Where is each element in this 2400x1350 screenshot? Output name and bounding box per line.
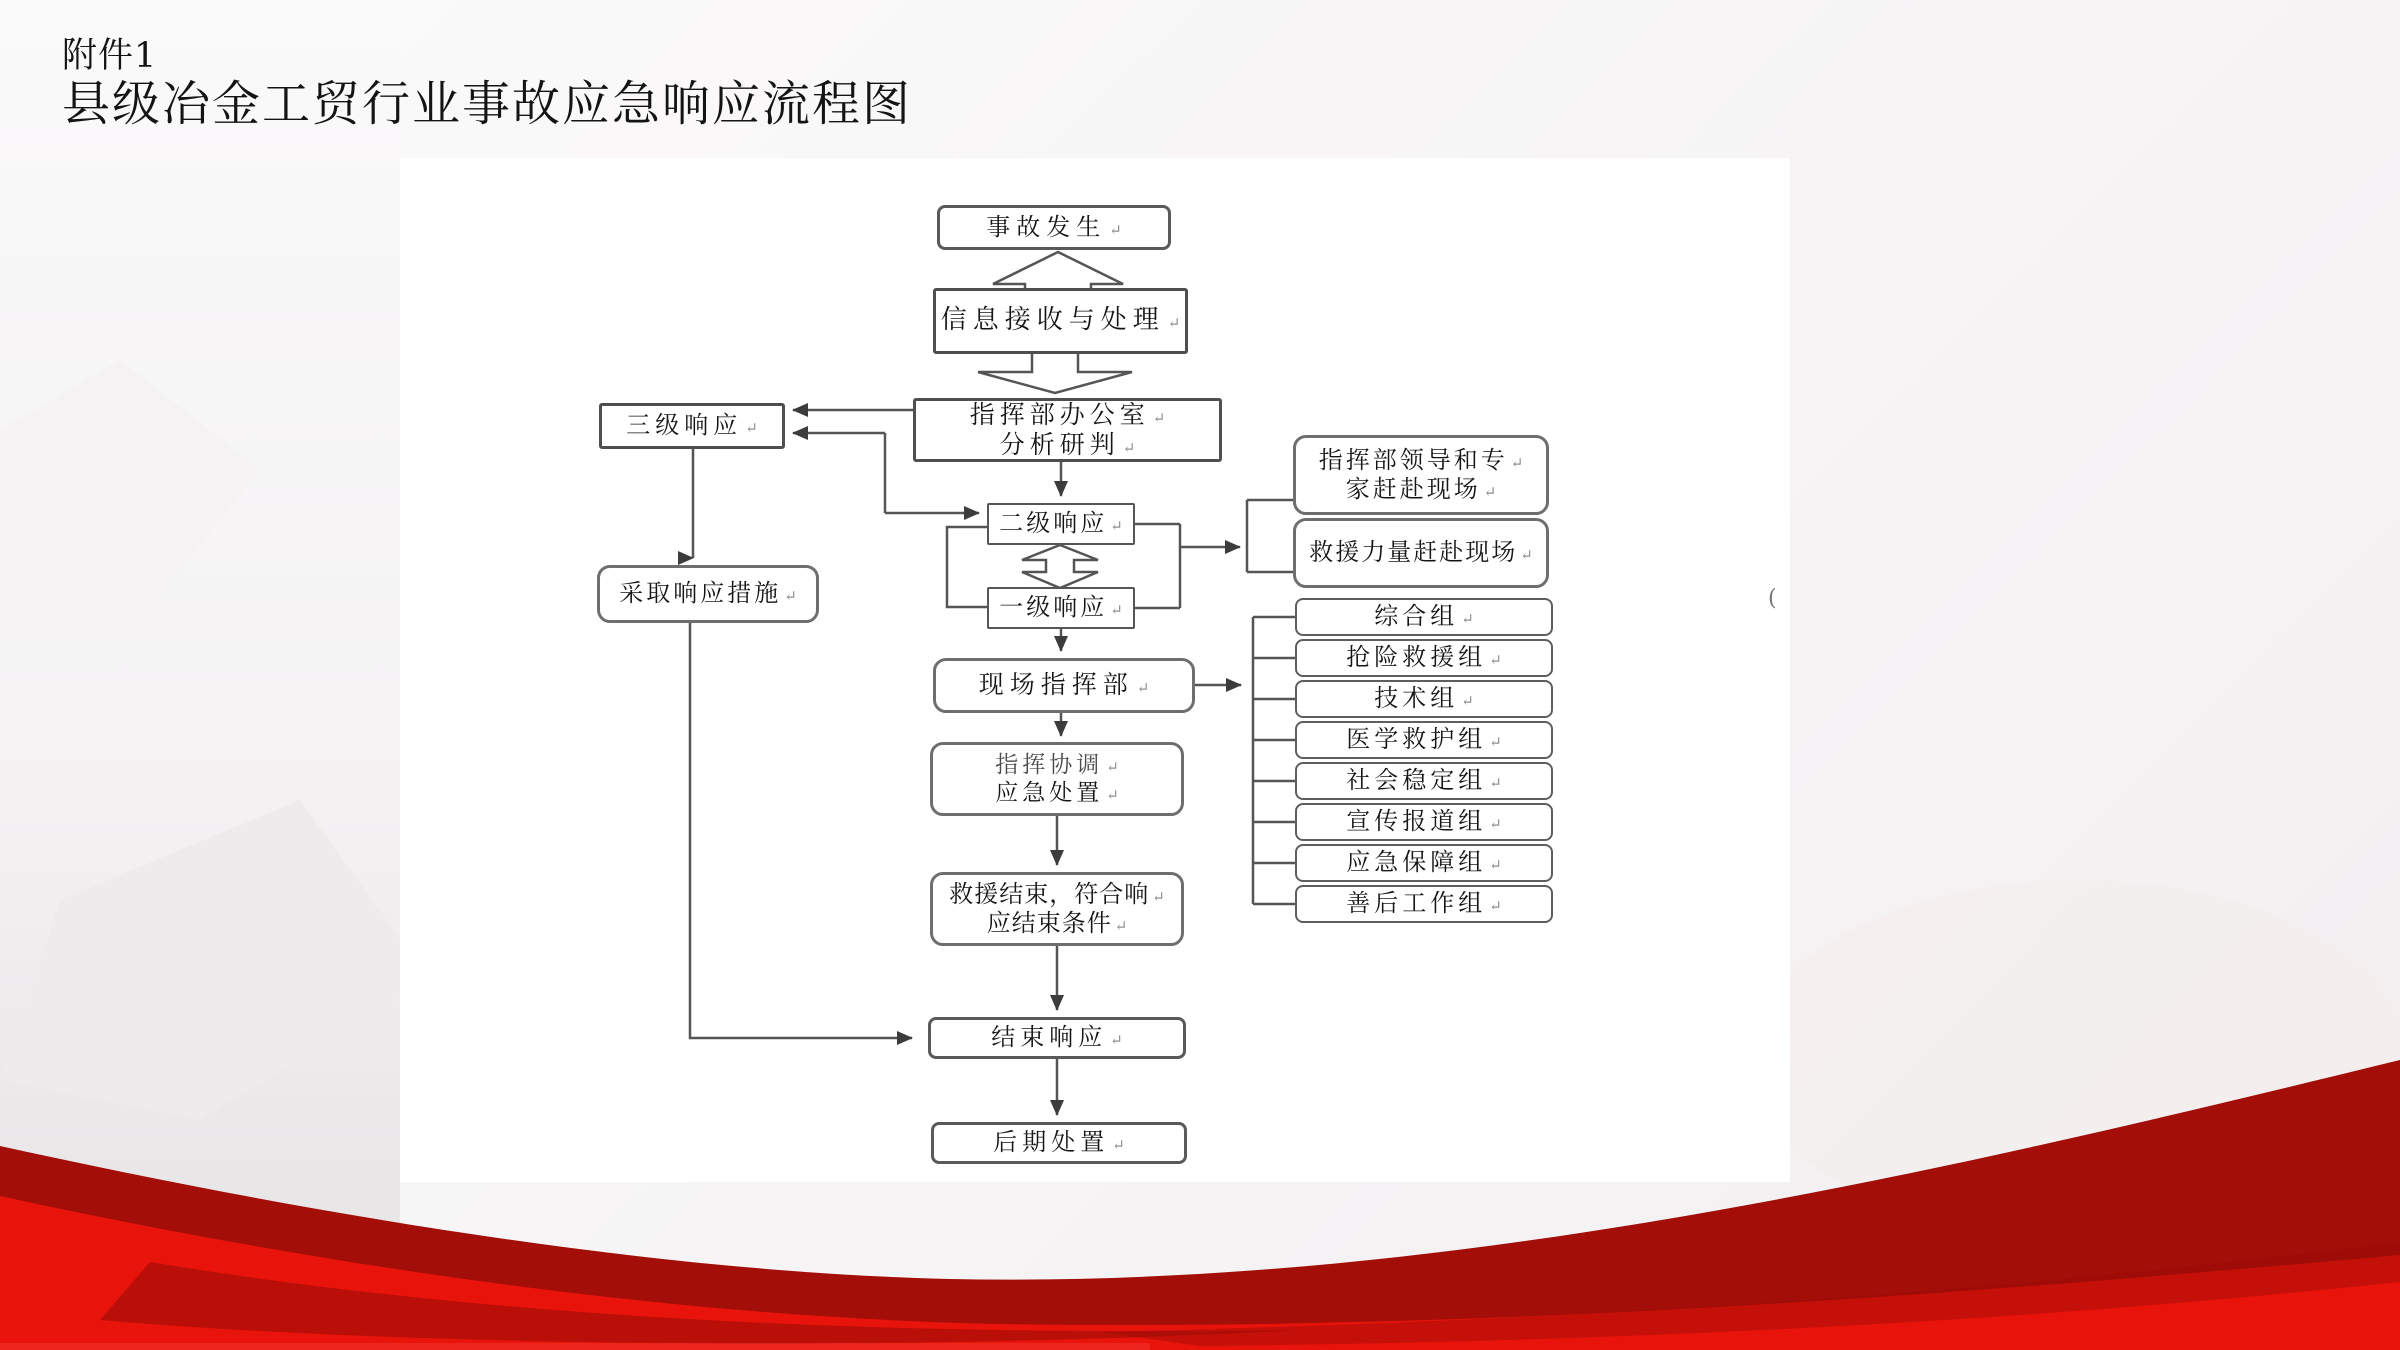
bracket-groups (1253, 617, 1295, 904)
return-mark: ↵ (1110, 517, 1123, 536)
node-rescue-force-label: 救援力量赶赴现场 (1309, 538, 1518, 567)
group-label: 宣传报道组 (1346, 807, 1487, 836)
node-group-medical (1295, 721, 1553, 759)
node-leaders (1293, 435, 1549, 515)
node-group-emergency-rescue (1295, 639, 1553, 677)
group-label: 应急保障组 (1346, 848, 1487, 877)
return-mark: ↵ (1489, 815, 1502, 834)
return-mark: ↵ (1167, 314, 1181, 333)
node-rescue-force (1293, 518, 1549, 588)
node-office (913, 398, 1222, 462)
node-level3 (599, 403, 785, 449)
return-mark: ↵ (1152, 408, 1166, 427)
block-arrow-down-icon (978, 351, 1132, 393)
page-title: 县级冶金工贸行业事故应急响应流程图 (62, 76, 913, 133)
node-end-response-label: 结束响应 (991, 1023, 1108, 1052)
node-coordination-line2: 应急处置 (995, 780, 1104, 806)
node-group-publicity (1295, 803, 1553, 841)
node-level2-label: 二级响应 (999, 509, 1108, 538)
group-label: 医学救护组 (1346, 725, 1487, 754)
node-scene-command (933, 658, 1195, 713)
group-label: 社会稳定组 (1346, 766, 1487, 795)
return-mark: ↵ (1489, 733, 1502, 752)
return-mark: ↵ (1110, 1031, 1123, 1050)
node-rescue-end-line2: 应结束条件 (986, 909, 1112, 937)
return-mark: ↵ (1112, 1136, 1125, 1155)
node-measures (597, 565, 819, 623)
node-rescue-end-line1: 救援结束，符合响 (949, 879, 1150, 908)
node-level3-label: 三级响应 (626, 411, 743, 440)
return-mark: ↵ (1136, 679, 1150, 698)
group-label: 综合组 (1374, 602, 1459, 631)
node-measures-label: 采取响应措施 (619, 579, 782, 608)
node-info-label: 信息接收与处理 (940, 305, 1165, 336)
return-mark: ↵ (1114, 917, 1128, 935)
bracket-level2-level1-left (947, 527, 987, 607)
return-mark: ↵ (1489, 897, 1502, 916)
node-rescue-end (930, 872, 1184, 946)
node-office-line1: 指挥部办公室 (969, 399, 1150, 429)
return-mark: ↵ (1461, 692, 1474, 711)
node-accident (937, 205, 1171, 250)
node-leaders-line1: 指挥部领导和专 (1318, 445, 1508, 474)
return-mark: ↵ (1106, 757, 1119, 776)
group-label: 技术组 (1374, 684, 1459, 713)
node-scene-command-label: 现场指挥部 (978, 670, 1134, 700)
block-arrow-updown-icon (1022, 545, 1098, 588)
return-mark: ↵ (784, 587, 797, 606)
connector-measures-to-end (690, 623, 912, 1038)
node-group-technical (1295, 680, 1553, 718)
node-end-response (928, 1017, 1186, 1059)
node-level2 (987, 503, 1135, 545)
attachment-label: 附件1 (62, 36, 158, 76)
return-mark: ↵ (1106, 786, 1119, 804)
return-mark: ↵ (1489, 856, 1502, 875)
return-mark: ↵ (745, 419, 758, 438)
stray-paren-mark: ( (1768, 586, 1777, 611)
return-mark: ↵ (1152, 887, 1165, 906)
node-info (933, 288, 1188, 354)
node-group-emergency-support (1295, 844, 1553, 882)
node-post-disposal-label: 后期处置 (993, 1128, 1110, 1157)
block-arrow-up-icon (993, 252, 1123, 291)
node-group-aftermath (1295, 885, 1553, 923)
return-mark: ↵ (1510, 453, 1524, 472)
return-mark: ↵ (1489, 651, 1502, 670)
return-mark: ↵ (1110, 601, 1123, 620)
node-post-disposal (931, 1122, 1187, 1164)
group-label: 抢险救援组 (1346, 643, 1487, 672)
node-group-social-stability (1295, 762, 1553, 800)
node-coordination (930, 742, 1184, 816)
return-mark: ↵ (1122, 439, 1136, 457)
return-mark: ↵ (1109, 220, 1122, 239)
node-level1 (987, 587, 1135, 629)
node-accident-label: 事故发生 (986, 212, 1107, 241)
node-level1-label: 一级响应 (999, 593, 1108, 622)
node-coordination-line1: 指挥协调 (995, 751, 1104, 778)
return-mark: ↵ (1520, 546, 1533, 565)
node-leaders-line2: 家赶赴现场 (1345, 475, 1481, 503)
return-mark: ↵ (1461, 610, 1474, 629)
node-office-line2: 分析研判 (999, 430, 1120, 459)
group-label: 善后工作组 (1346, 889, 1487, 918)
title-block (62, 36, 912, 134)
return-mark: ↵ (1489, 774, 1502, 793)
bracket-leaders (1247, 500, 1293, 572)
node-group-comprehensive (1295, 598, 1553, 636)
return-mark: ↵ (1483, 483, 1497, 501)
